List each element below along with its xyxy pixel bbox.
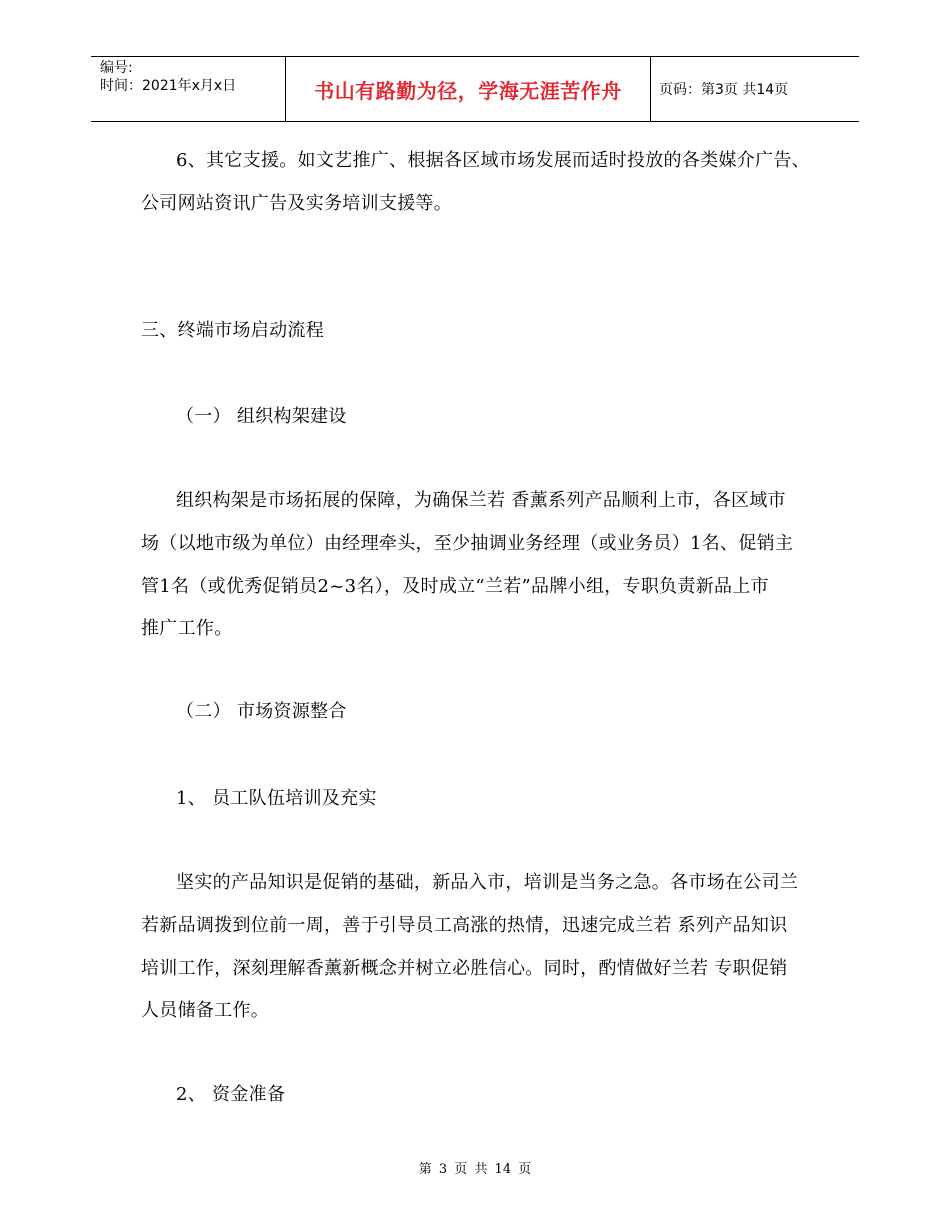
page-footer: 第 3 页 共 14 页	[418, 1162, 532, 1177]
section-heading: 三、终端市场启动流程	[141, 320, 324, 341]
header-page-info: 页码：第3页 共14页	[659, 82, 789, 98]
paragraph-line: 推广工作。	[141, 618, 233, 639]
paragraph-line: 组织构架是市场拓展的保障，为确保兰若 香薰系列产品顺利上市，各区域市	[176, 490, 786, 511]
page-header	[91, 56, 859, 122]
document-time-label: 时间：2021年x月x日	[100, 78, 237, 94]
paragraph-line: 6、其它支援。如文艺推广、根据各区域市场发展而适时投放的各类媒介广告、	[176, 150, 810, 171]
document-number-label: 编号:	[100, 60, 133, 76]
paragraph-line: 场（以地市级为单位）由经理牵头，至少抽调业务经理（或业务员）1名、促销主	[141, 533, 794, 554]
paragraph-line: 人员储备工作。	[141, 1000, 270, 1021]
subsection-heading: （二） 市场资源整合	[176, 701, 347, 722]
item-heading: 1、 员工队伍培训及充实	[176, 788, 377, 809]
subsection-heading: （一） 组织构架建设	[176, 406, 347, 427]
item-heading: 2、 资金准备	[176, 1084, 286, 1105]
header-motto: 书山有路勤为径，学海无涯苦作舟	[286, 57, 651, 121]
paragraph-line: 培训工作，深刻理解香薰新概念并树立必胜信心。同时，酌情做好兰若 专职促销	[141, 958, 788, 979]
paragraph-line: 公司网站资讯广告及实务培训支援等。	[141, 193, 453, 214]
paragraph-line: 若新品调拨到位前一周，善于引导员工高涨的热情，迅速完成兰若 系列产品知识	[141, 915, 788, 936]
paragraph-line: 坚实的产品知识是促销的基础，新品入市，培训是当务之急。各市场在公司兰	[176, 872, 799, 893]
header-meta	[91, 57, 286, 121]
paragraph-line: 管1名（或优秀促销员2~3名），及时成立“兰若”品牌小组，专职负责新品上市	[141, 576, 769, 597]
